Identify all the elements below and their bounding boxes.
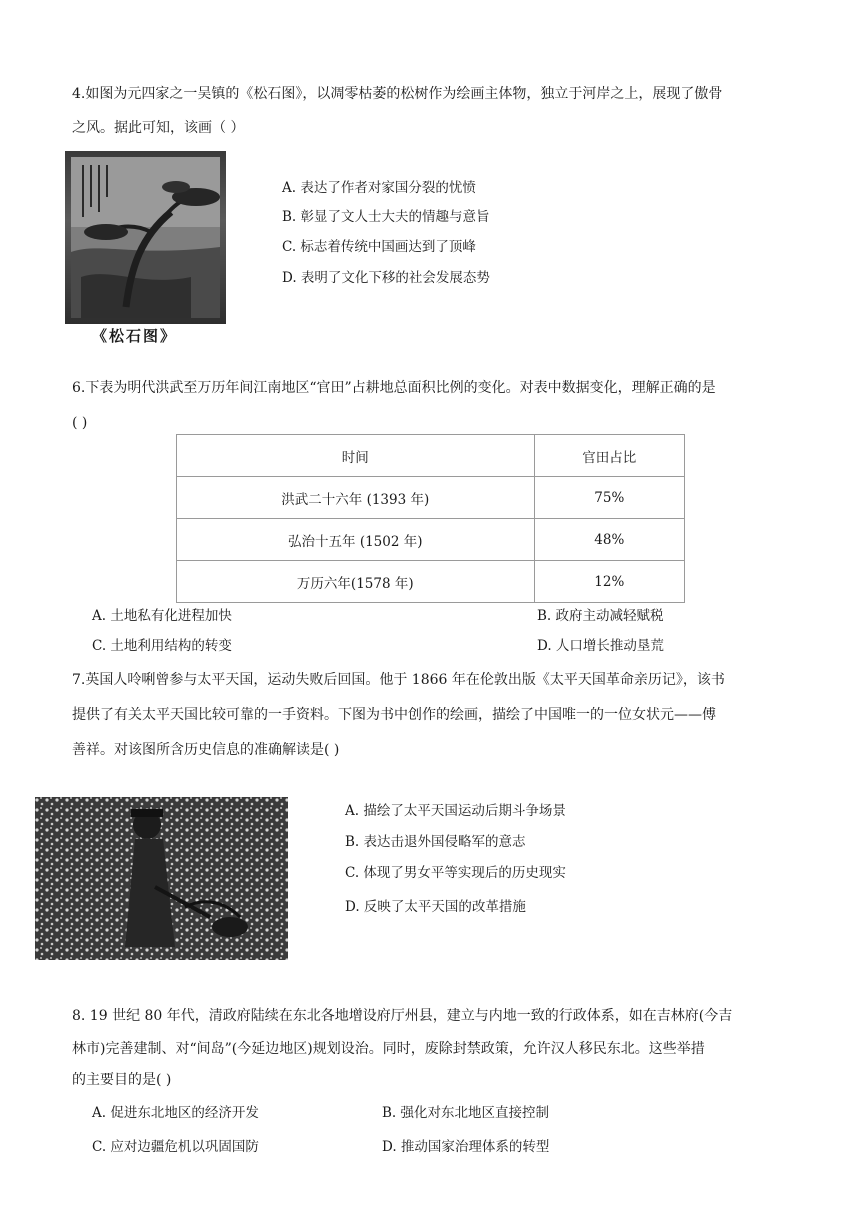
q6-option-d[interactable]: D. 人口增长推动垦荒 [537, 638, 664, 654]
table-cell: 弘治十五年 (1502 年) [177, 519, 535, 561]
table-cell: 洪武二十六年 (1393 年) [177, 477, 535, 519]
table-row [177, 561, 685, 603]
q7-stem-line1: 7.英国人呤唎曾参与太平天国，运动失败后回国。他于 1866 年在伦敦出版《太平天国革命亲历记》，该书 [72, 672, 725, 688]
fu-shanxiang-painting [35, 797, 288, 960]
q6-option-c[interactable]: C. 土地利用结构的转变 [92, 638, 232, 654]
q6-stem-line1: 6.下表为明代洪武至万历年间江南地区“官田”占耕地总面积比例的变化。对表中数据变化，理解正确的是 [72, 380, 716, 396]
table-cell: 万历六年(1578 年) [177, 561, 535, 603]
q4-stem-line1: 4.如图为元四家之一吴镇的《松石图》，以凋零枯萎的松树作为绘画主体物，独立于河岸之上，展现了傲骨 [72, 86, 723, 102]
q8-stem-line3: 的主要目的是( ) [72, 1072, 172, 1088]
table-row [177, 519, 685, 561]
table-row [177, 477, 685, 519]
q8-stem-line2: 林市)完善建制、对“间岛”(今延边地区)规划设治。同时，废除封禁政策，允许汉人移民东北。这些举措 [72, 1041, 705, 1057]
q8-option-b[interactable]: B. 强化对东北地区直接控制 [382, 1105, 550, 1121]
q4-option-c[interactable]: C. 标志着传统中国画达到了顶峰 [282, 239, 476, 255]
q4-option-d[interactable]: D. 表明了文化下移的社会发展态势 [282, 270, 490, 286]
q7-option-a[interactable]: A. 描绘了太平天国运动后期斗争场景 [345, 803, 566, 819]
table-header-time: 时间 [177, 435, 535, 477]
q8-option-c[interactable]: C. 应对边疆危机以巩固国防 [92, 1139, 259, 1155]
q6-stem-line2: ( ) [72, 415, 88, 431]
q6-option-a[interactable]: A. 土地私有化进程加快 [92, 608, 232, 624]
q4-option-b[interactable]: B. 彰显了文人士大夫的情趣与意旨 [282, 209, 490, 225]
table-cell: 75% [534, 477, 684, 519]
female-scholar-illustration [35, 797, 288, 960]
q8-option-a[interactable]: A. 促进东北地区的经济开发 [92, 1105, 259, 1121]
q7-option-b[interactable]: B. 表达击退外国侵略军的意志 [345, 834, 526, 850]
q7-stem-line2: 提供了有关太平天国比较可靠的一手资料。下图为书中创作的绘画，描绘了中国唯一的一位女状元——傅 [72, 707, 716, 723]
table-header-row [177, 435, 685, 477]
q4-stem-line2: 之风。据此可知，该画（ ） [72, 120, 245, 136]
official-land-table [176, 434, 685, 603]
q7-stem-line3: 善祥。对该图所含历史信息的准确解读是( ) [72, 742, 340, 758]
q4-option-a[interactable]: A. 表达了作者对家国分裂的忧愤 [282, 180, 476, 196]
q8-option-d[interactable]: D. 推动国家治理体系的转型 [382, 1139, 550, 1155]
painting-caption: 《松石图》 [92, 327, 178, 345]
q7-option-c[interactable]: C. 体现了男女平等实现后的历史现实 [345, 865, 566, 881]
table-cell: 48% [534, 519, 684, 561]
song-shi-tu-painting [65, 151, 226, 324]
pine-tree-illustration [71, 157, 220, 318]
q8-stem-line1: 8. 19 世纪 80 年代，清政府陆续在东北各地增设府厅州县，建立与内地一致的行政体系，如在吉林府(今吉 [72, 1008, 733, 1024]
table-cell: 12% [534, 561, 684, 603]
table-header-ratio: 官田占比 [534, 435, 684, 477]
q6-option-b[interactable]: B. 政府主动减轻赋税 [537, 608, 664, 624]
q7-option-d[interactable]: D. 反映了太平天国的改革措施 [345, 899, 526, 915]
